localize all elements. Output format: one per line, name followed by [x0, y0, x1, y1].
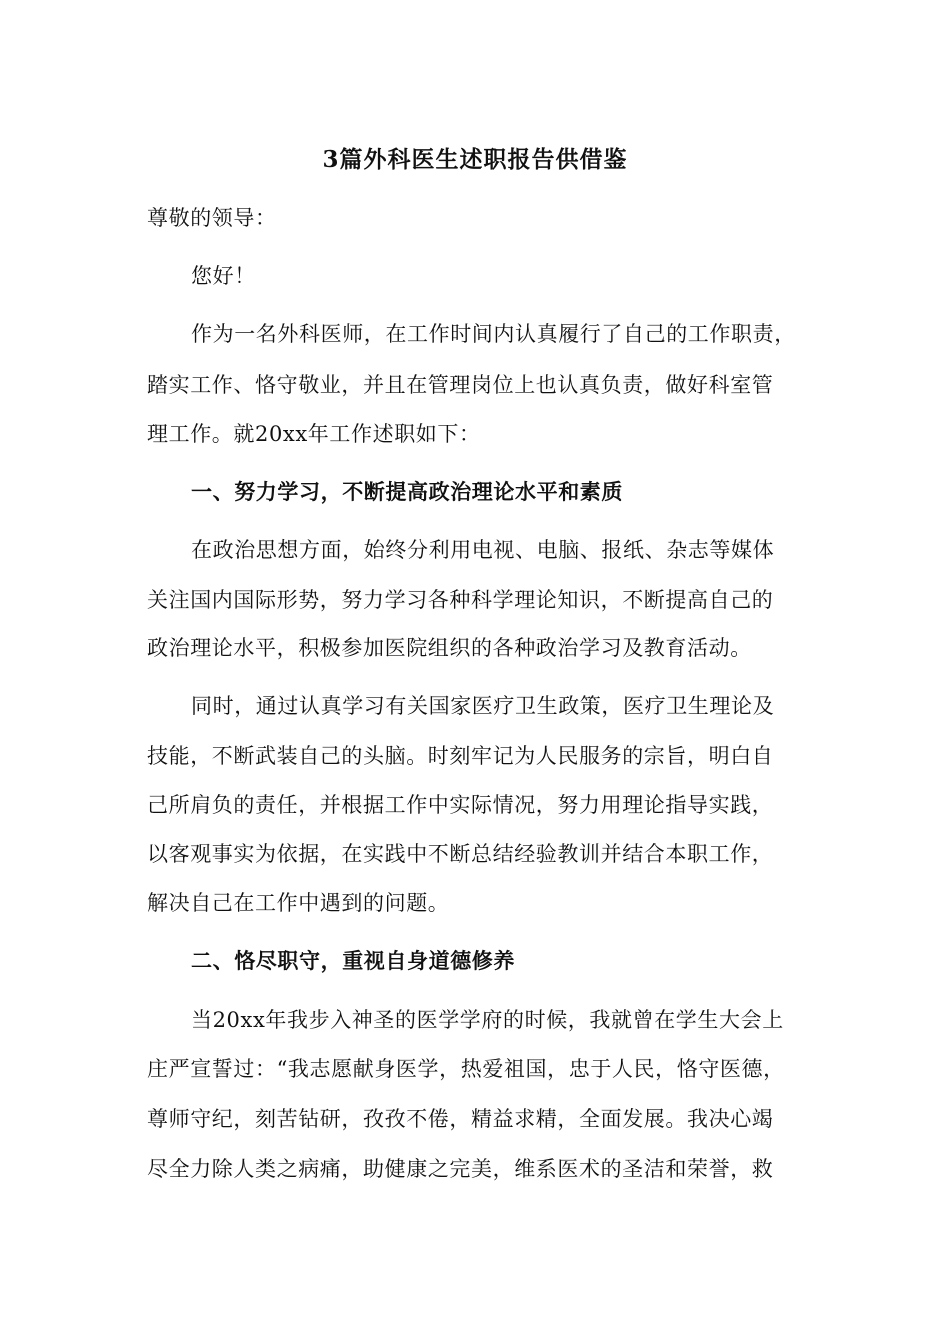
- para3-line-4: 以客观事实为依据，在实践中不断总结经验教训并结合本职工作，: [147, 842, 774, 866]
- para4-line-4: 尽全力除人类之病痛，助健康之完美，维系医术的圣洁和荣誉，救: [147, 1157, 774, 1181]
- para2-line-1: 在政治思想方面，始终分利用电视、电脑、报纸、杂志等媒体: [191, 538, 775, 562]
- greeting: 您好！: [191, 264, 256, 288]
- section-heading-2: 二、恪尽职守，重视自身道德修养: [191, 948, 515, 973]
- para1-line-2: 踏实工作、恪守敬业，并且在管理岗位上也认真负责，做好科室管: [147, 373, 774, 397]
- para4-line-1: 当20xx年我步入神圣的医学学府的时候，我就曾在学生大会上: [191, 1008, 784, 1032]
- para4-line-3: 尊师守纪，刻苦钻研，孜孜不倦，精益求精，全面发展。我决心竭: [147, 1107, 774, 1131]
- para3-line-1: 同时，通过认真学习有关国家医疗卫生政策，医疗卫生理论及: [191, 694, 775, 718]
- para4-line-2: 庄严宣誓过：“我志愿献身医学，热爱祖国，忠于人民，恪守医德，: [147, 1057, 785, 1081]
- para1-line-1: 作为一名外科医师，在工作时间内认真履行了自己的工作职责，: [191, 322, 796, 346]
- section-heading-1: 一、努力学习，不断提高政治理论水平和素质: [191, 479, 623, 504]
- document-title: 3篇外科医生述职报告供借鉴: [322, 146, 628, 173]
- para3-line-5: 解决自己在工作中遇到的问题。: [147, 891, 450, 915]
- para1-line-3: 理工作。就20xx年工作述职如下：: [147, 422, 481, 446]
- para3-line-3: 己所肩负的责任，并根据工作中实际情况，努力用理论指导实践，: [147, 793, 774, 817]
- para2-line-3: 政治理论水平，积极参加医院组织的各种政治学习及教育活动。: [147, 636, 752, 660]
- salutation: 尊敬的领导：: [147, 206, 277, 230]
- para2-line-2: 关注国内国际形势，努力学习各种科学理论知识，不断提高自己的: [147, 588, 774, 612]
- para3-line-2: 技能，不断武装自己的头脑。时刻牢记为人民服务的宗旨，明白自: [147, 744, 774, 768]
